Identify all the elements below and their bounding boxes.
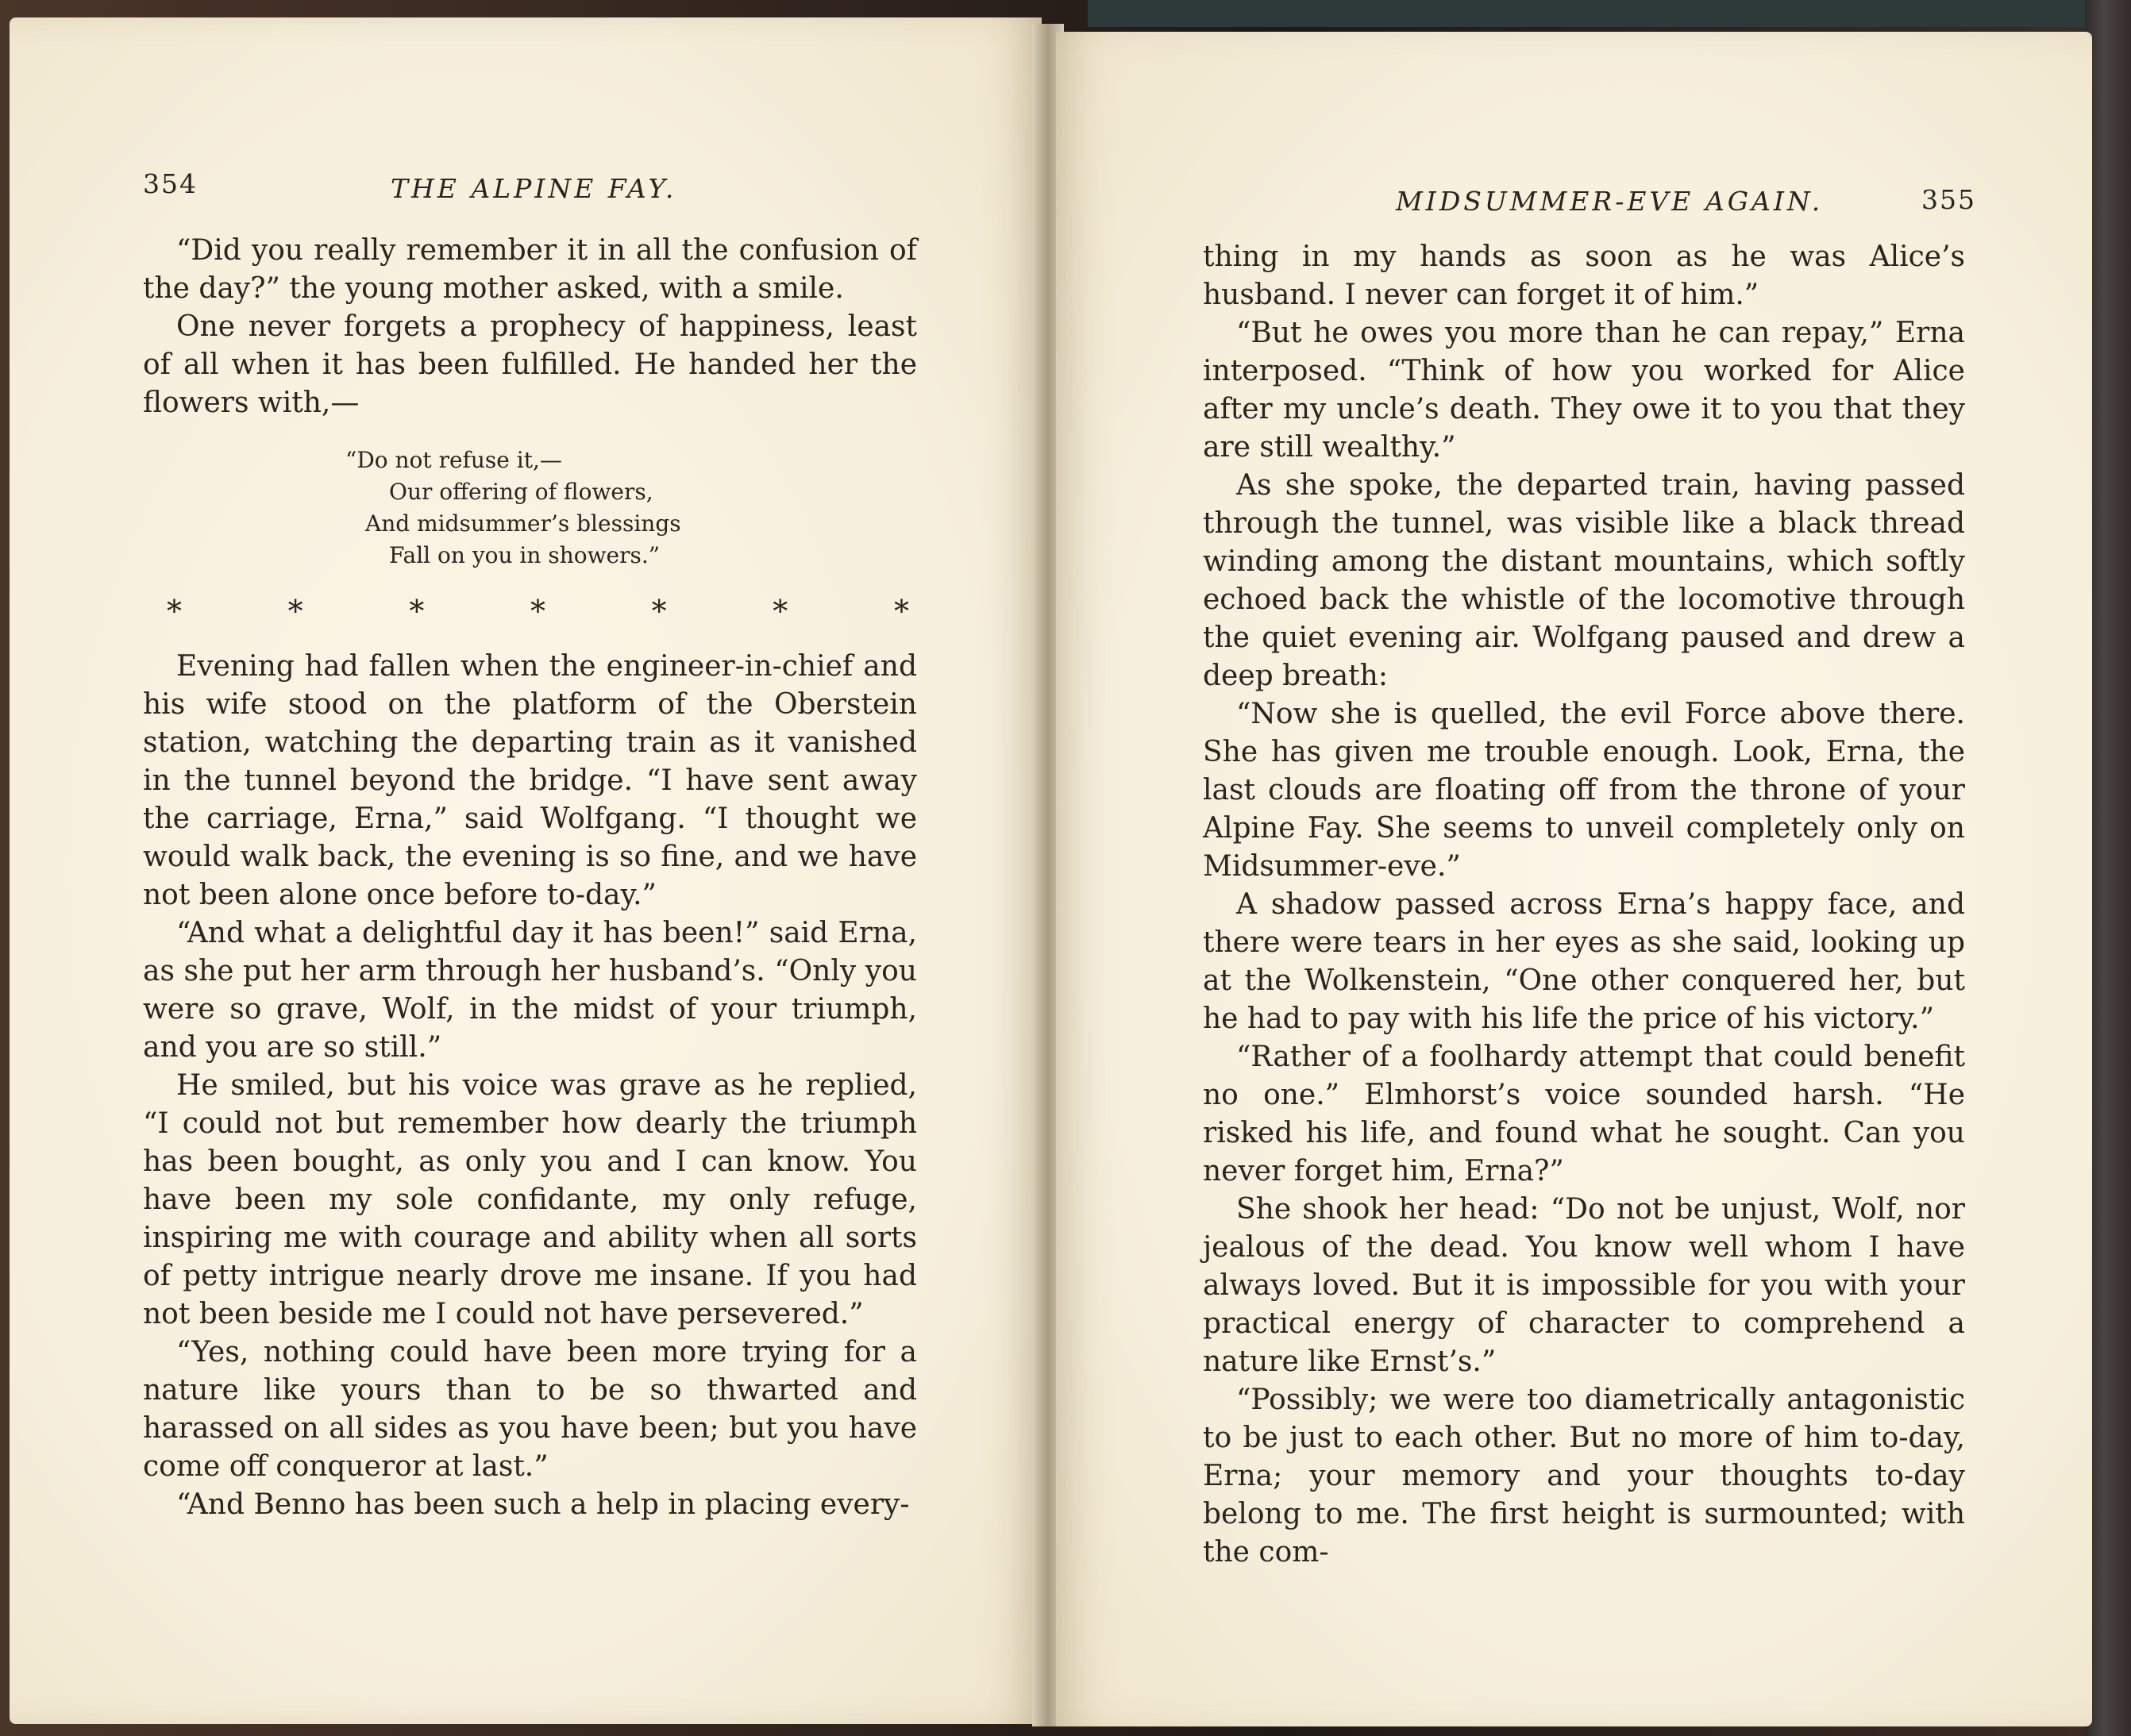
cover-board-top [1088, 0, 2131, 27]
section-break [143, 589, 917, 633]
verse-line: Fall on you in showers.” [389, 542, 661, 568]
verse-line: And midsummer’s blessings [365, 510, 681, 537]
paragraph: “And what a delightful day it has been!” said Erna, as she put her arm through her husband’s. “Only you were so grave, Wolf, in the midst of your triumph, and you are so still.” [143, 917, 917, 1064]
left-running-title: THE ALPINE FAY. [391, 173, 677, 204]
verse-block [345, 445, 917, 572]
paragraph: He smiled, but his voice was grave as he replied, “I could not but remember how dearly the triumph has been bought, as only you and I can know. You have been my sole confidante, my only refuge, inspiring me with courage and ability when all sorts of petty intrigue nearly drove me insane. If you had not been beside me I could not have persevered.” [143, 1069, 917, 1330]
asterisk: * [651, 594, 667, 629]
verse-line: Our offering of flowers, [389, 479, 653, 505]
paragraph: “Yes, nothing could have been more trying for a nature like yours than to be so thwarted and harassed on all sides as you have been; but you have come off conqueror at last.” [143, 1336, 917, 1483]
asterisk: * [530, 594, 545, 629]
right-page-number: 355 [1921, 184, 1976, 215]
left-page-number: 354 [143, 168, 198, 199]
paragraph: thing in my hands as soon as he was Alice’s husband. I never can forget it of him.” [1203, 241, 1965, 311]
right-body-text [1203, 238, 1965, 1572]
asterisk: * [287, 594, 303, 629]
paragraph: “Possibly; we were too diametrically antagonistic to be just to each other. But no more of him to-day, Erna; your memory and your thoughts to-day belong to me. The first height is surmounted; with the com- [1203, 1384, 1965, 1569]
paragraph: “But he owes you more than he can repay,” Erna interposed. “Think of how you worked for Alice after my uncle’s death. They owe it to you that they are still wealthy.” [1203, 317, 1965, 464]
paragraph: Evening had fallen when the engineer-in-chief and his wife stood on the platform of the Oberstein station, watching the departing train as it vanished in the tunnel beyond the bridge. “I have sent away the carriage, Erna,” said Wolfgang. “I thought we would walk back, the evening is so fine, and we have not been alone once before to-day.” [143, 650, 917, 911]
paragraph: One never forgets a prophecy of happiness, least of all when it has been fulfilled. He handed her the flowers with,— [143, 310, 917, 419]
asterisk: * [893, 594, 909, 629]
right-page [1056, 32, 2092, 1726]
paragraph: A shadow passed across Erna’s happy face, and there were tears in her eyes as she said, looking up at the Wolkenstein, “One other conquered her, but he had to pay with his life the price of his victory.” [1203, 888, 1965, 1035]
asterisk: * [409, 594, 425, 629]
paragraph: “Now she is quelled, the evil Force above there. She has given me trouble enough. Look, Erna, the last clouds are floating off from the throne of your Alpine Fay. She seems to unveil completely only on Midsummer-eve.” [1203, 698, 1965, 883]
paragraph: “Rather of a foolhardy attempt that could benefit no one.” Elmhorst’s voice sounded harsh. “He risked his life, and found what he sought. Can you never forget him, Erna?” [1203, 1041, 1965, 1187]
paragraph: As she spoke, the departed train, having passed through the tunnel, was visible like a black thread winding among the distant mountains, which softly echoed back the whistle of the locomotive through the quiet evening air. Wolfgang paused and drew a deep breath: [1203, 469, 1965, 692]
paragraph: She shook her head: “Do not be unjust, Wolf, nor jealous of the dead. You know well whom I have always loved. But it is impossible for you with your practical energy of character to comprehend a nature like Ernst’s.” [1203, 1193, 1965, 1378]
right-running-title: MIDSUMMER-EVE AGAIN. [1396, 186, 1824, 217]
paragraph: “Did you really remember it in all the confusion of the day?” the young mother asked, with a smile. [143, 234, 917, 305]
left-page [10, 17, 1042, 1724]
verse-line: “Do not refuse it,— [345, 447, 562, 473]
left-body-text [143, 232, 917, 1524]
asterisk: * [167, 594, 182, 629]
paragraph: “And Benno has been such a help in placing every- [176, 1488, 910, 1521]
asterisk: * [773, 594, 788, 629]
